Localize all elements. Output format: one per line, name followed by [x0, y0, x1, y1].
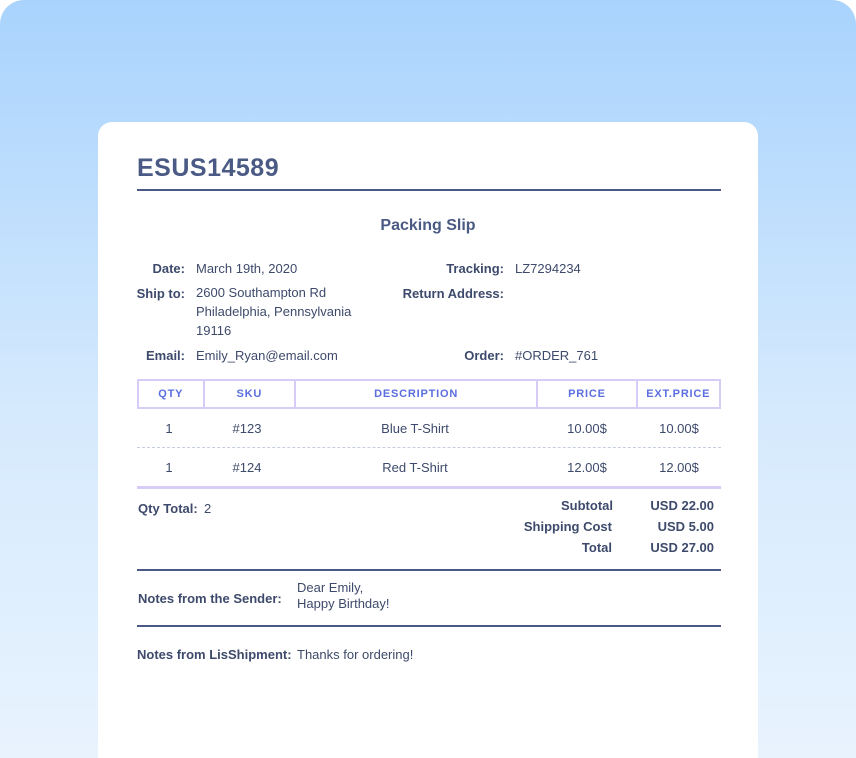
items-table [137, 379, 721, 489]
date-label: Date: [152, 261, 185, 276]
return-address-label: Return Address: [402, 286, 504, 301]
subtotal-label: Subtotal [561, 498, 613, 513]
packing-slip-card [98, 122, 758, 758]
row-ext-price: 10.00$ [659, 420, 699, 436]
row-price: 10.00$ [567, 420, 607, 436]
subtotal-value: USD 22.00 [650, 498, 714, 513]
ship-to-address [196, 283, 351, 340]
email-label: Email: [145, 348, 185, 363]
tracking-label: Tracking: [446, 261, 504, 276]
shipper-notes-value: Thanks for ordering! [297, 647, 414, 662]
table-bottom-border [137, 486, 721, 489]
column-header-price: PRICE [536, 381, 635, 407]
row-qty: 1 [165, 459, 173, 475]
row-sku: #124 [232, 459, 262, 475]
notes-divider-top [137, 569, 721, 571]
total-value: USD 27.00 [650, 540, 714, 555]
total-label: Total [581, 540, 612, 555]
column-header-description: DESCRIPTION [294, 381, 536, 407]
qty-total-value: 2 [204, 501, 212, 516]
row-price: 12.00$ [567, 459, 607, 475]
email-value: Emily_Ryan@email.com [196, 348, 338, 363]
order-value: #ORDER_761 [515, 348, 599, 363]
ship-to-line: 19116 [196, 323, 232, 338]
shipping-cost-value: USD 5.00 [657, 519, 714, 534]
row-qty: 1 [165, 420, 173, 436]
column-header-qty: QTY [158, 388, 184, 400]
row-description: Red T-Shirt [382, 459, 448, 475]
shipper-notes-label: Notes from LisShipment: [137, 647, 292, 662]
tracking-value: LZ7294234 [515, 261, 581, 276]
row-description: Blue T-Shirt [381, 420, 449, 436]
sender-notes [297, 580, 390, 612]
column-header-sku: SKU [203, 381, 294, 407]
row-sku: #123 [232, 420, 262, 436]
sender-note-line: Dear Emily, [297, 580, 364, 595]
ship-to-label: Ship to: [136, 286, 185, 301]
ship-to-line: 2600 Southampton Rd [196, 285, 327, 300]
table-row [137, 448, 721, 486]
title-divider [137, 189, 721, 191]
qty-total-label: Qty Total: [138, 501, 198, 516]
notes-divider-bottom [137, 625, 721, 627]
sender-note-line: Happy Birthday! [297, 596, 390, 611]
shipping-cost-label: Shipping Cost [523, 519, 612, 534]
sender-notes-label: Notes from the Sender: [138, 591, 282, 606]
packing-slip-heading: Packing Slip [380, 217, 476, 234]
date-value: March 19th, 2020 [196, 261, 298, 276]
column-header-ext-price: EXT.PRICE [636, 381, 719, 407]
document-id: ESUS14589 [137, 154, 280, 182]
ship-to-line: Philadelphia, Pennsylvania [196, 304, 352, 319]
row-ext-price: 12.00$ [659, 459, 699, 475]
table-header [137, 379, 721, 409]
table-row [137, 409, 721, 447]
order-label: Order: [464, 348, 504, 363]
